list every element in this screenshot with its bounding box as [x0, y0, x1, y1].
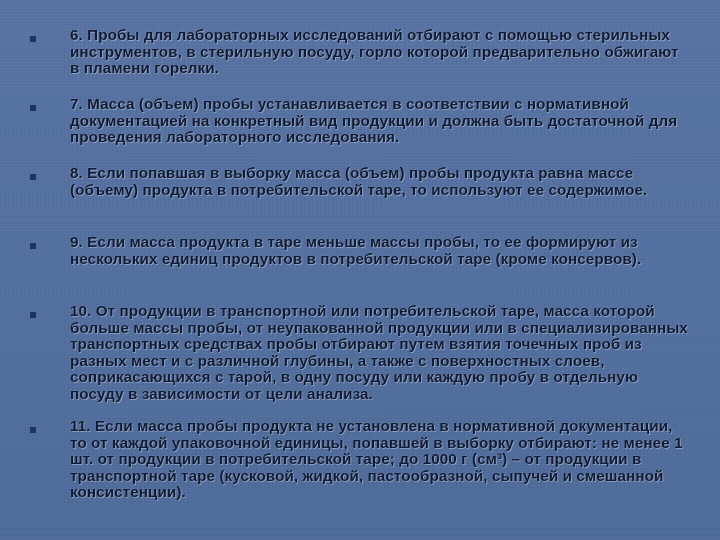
- square-bullet-icon: [30, 312, 36, 318]
- square-bullet-icon: [30, 243, 36, 249]
- square-bullet-icon: [30, 105, 36, 111]
- square-bullet-icon: [30, 174, 36, 180]
- list-item-text: 6. Пробы для лабораторных исследований отбирают с помощью стерильных инструментов, в стерильную посуду, горло которой предварительно обжигают в пламени горелки.: [70, 27, 679, 77]
- square-bullet-icon: [30, 36, 36, 42]
- square-bullet-icon: [30, 427, 36, 433]
- list-item-text: 11. Если масса пробы продукта не установлена в нормативной документации, то от каждой упаковочной единицы, попавшей в выборку отбирают: не менее 1 шт. от продукции в потребительской таре; до 1000 г (см³) – от продукции в транспортной таре (кусковой, жидкой, пастообразной, сыпучей и смешанной консистенции).: [70, 418, 683, 501]
- list-item-text: 7. Масса (объем) пробы устанавливается в соответствии с нормативной документацией на конкретный вид продукции и должна быть достаточной для проведения лабораторного исследования.: [70, 96, 678, 146]
- list-item-text: 10. От продукции в транспортной или потребительской таре, масса которой больше массы пробы, от неупакованной продукции или в специализированных транспортных средствах пробы отбирают путем взятия точечных проб из разных мест и с различной глубины, а также с поверхностных слоев, соприкасающихся с тарой, в одну посуду или каждую пробу в отдельную посуду в зависимости от цели анализа.: [70, 303, 688, 403]
- list-item-text: 8. Если попавшая в выборку масса (объем) пробы продукта равна массе (объему) продукта в потребительской таре, то используют ее содержимое.: [70, 165, 648, 199]
- list-item-text: 9. Если масса продукта в таре меньше массы пробы, то ее формируют из нескольких единиц продуктов в потребительской таре (кроме консервов).: [70, 234, 642, 268]
